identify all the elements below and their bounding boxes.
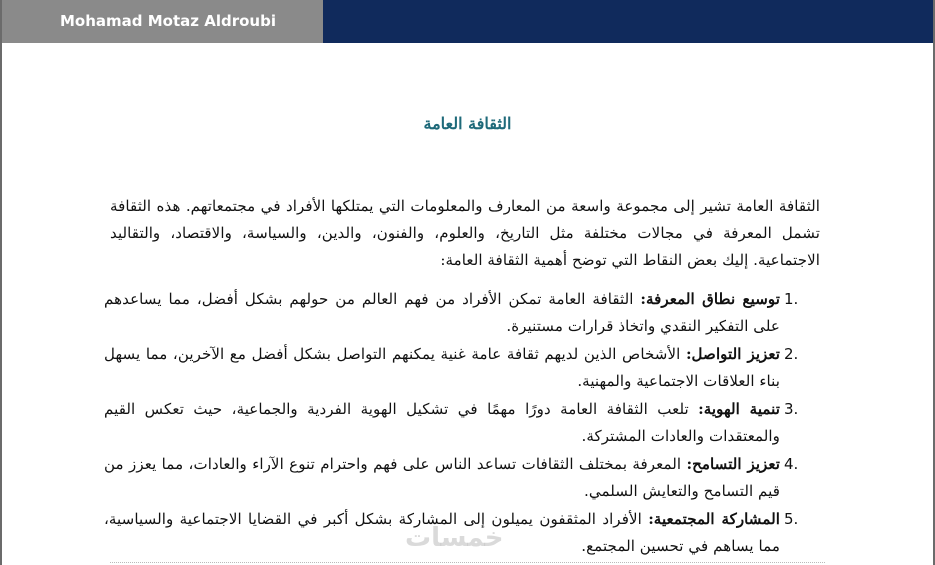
author-header: Mohamad Motaz Aldroubi (2, 0, 323, 43)
item-number: 3. (784, 400, 799, 418)
points-list (104, 286, 820, 561)
item-term: تعزيز التسامح: (686, 455, 780, 473)
intro-paragraph: الثقافة العامة تشير إلى مجموعة واسعة من المعارف والمعلومات التي يمتلكها الأفراد في مجتمعاتهم. هذه الثقافة تشمل المعرفة في مجالات مختلفة مثل التاريخ، والعلوم، والفنون، والدين، والسياسة، والاقتصاد، والتقاليد الاجتماعية. إليك بعض النقاط التي توضح أهمية الثقافة العامة: (110, 197, 820, 269)
header-bar (323, 0, 933, 43)
item-term: تعزيز التواصل: (685, 345, 780, 363)
item-text: الأشخاص الذين لديهم ثقافة عامة غنية يمكنهم التواصل بشكل أفضل مع الآخرين، مما يسهل بناء العلاقات الاجتماعية والمهنية. (104, 345, 780, 390)
list-item (104, 341, 820, 395)
item-term: تنمية الهوية: (698, 400, 780, 418)
item-number: 1. (784, 290, 799, 308)
item-text: الثقافة العامة تمكن الأفراد من فهم العالم من حولهم بشكل أفضل، مما يساعدهم على التفكير النقدي واتخاذ قرارات مستنيرة. (104, 290, 780, 335)
list-item (104, 286, 820, 340)
item-number: 4. (784, 455, 799, 473)
item-number: 5. (784, 510, 799, 528)
item-number: 2. (784, 345, 799, 363)
item-text: المعرفة بمختلف الثقافات تساعد الناس على فهم واحترام تنوع الآراء والعادات، مما يعزز من قيم التسامح والتعايش السلمي. (104, 455, 780, 500)
item-text: الأفراد المثقفون يميلون إلى المشاركة بشكل أكبر في القضايا الاجتماعية والسياسية، مما يساهم في تحسين المجتمع. (104, 510, 780, 555)
document-title: الثقافة العامة (423, 114, 512, 133)
list-item (104, 451, 820, 505)
watermark-logo: خمسات (405, 523, 504, 553)
item-text: تلعب الثقافة العامة دورًا مهمًا في تشكيل الهوية الفردية والجماعية، حيث تعكس القيم والمعتقدات والعادات المشتركة. (104, 400, 780, 445)
cut-off-line (110, 558, 825, 565)
item-term: توسيع نطاق المعرفة: (640, 290, 781, 308)
list-item (104, 396, 820, 450)
item-term: المشاركة المجتمعية: (648, 510, 780, 528)
